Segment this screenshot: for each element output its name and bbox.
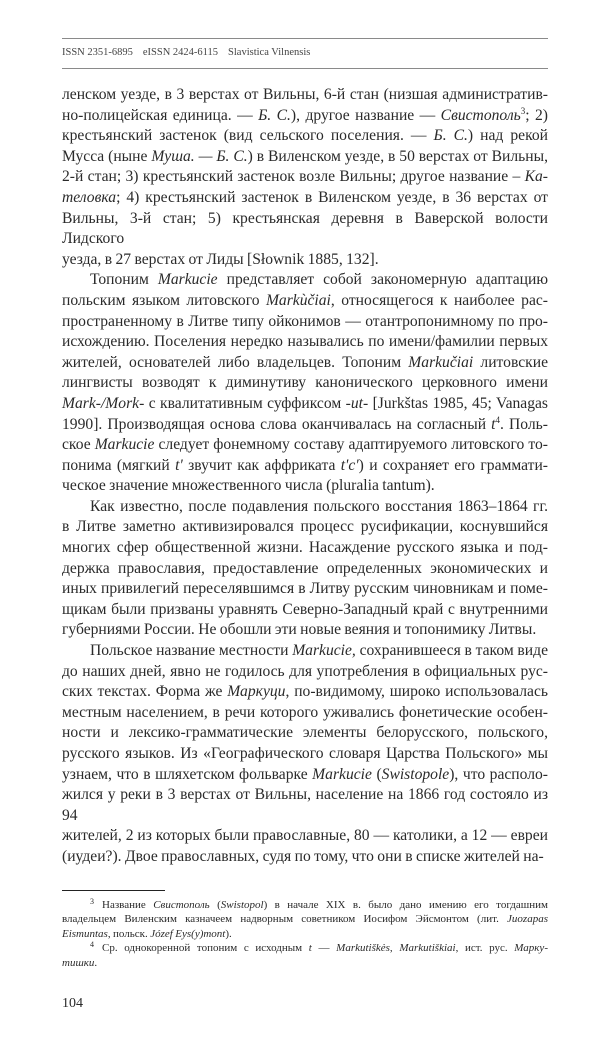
- issn: ISSN 2351-6895: [62, 47, 133, 58]
- italic-term: Juozapas: [507, 913, 548, 926]
- text-line: щикам были призваны уравнять Северно-Западный край с внутренними: [62, 600, 548, 618]
- italic-term: Свистополь: [153, 898, 210, 911]
- italic-term: Б. С.: [433, 127, 468, 145]
- text-line: в Литве заметно активизировался процесс русификации, коснувшийся: [62, 518, 548, 536]
- text-line: ческое значение множественного числа (pluralia tantum).: [62, 477, 435, 495]
- italic-term: Ка-: [524, 168, 548, 186]
- text-line: многих сфер общественной жизни. Насаждение русского языка и под-: [62, 539, 548, 557]
- italic-term: -ut-: [345, 394, 369, 412]
- italic-term: t': [175, 456, 183, 474]
- italic-term: Swistopole: [381, 765, 450, 783]
- italic-term: тишки: [62, 956, 95, 969]
- italic-term: Markucie,: [292, 642, 356, 660]
- text-line: теловка; 4) крестьянский застенок в Виленском уезде, в 36 верстах от: [62, 188, 548, 206]
- italic-term: Markucie: [94, 436, 155, 454]
- body-text: [62, 85, 548, 868]
- text-line: ности и лексико-грамматические элементы белорусского, польского,: [62, 724, 548, 742]
- text-line: местным населением, в речи которого уживались фонетические особен-: [62, 703, 548, 721]
- text-line: но-полицейская единица. — Б. С.), другое название — Свистополь$^3$; 2): [62, 105, 548, 124]
- footnote-separator: [62, 890, 165, 891]
- italic-term: t: [308, 942, 312, 955]
- italic-term: t'c': [340, 456, 359, 474]
- text-line: ских текстах. Форма же Маркуци, по-видимому, широко использовалась: [62, 683, 548, 701]
- text-line: губерниями России. Не обошли эти новые веяния и топонимику Литвы.: [62, 621, 537, 639]
- footnote-number: 4: [90, 940, 94, 950]
- italic-term: Марку-: [514, 942, 548, 955]
- footnote-ref[interactable]: 4: [495, 414, 501, 425]
- italic-term: Муша. — Б. С.: [151, 147, 248, 165]
- text-line: иных привилегий переселявшимся в Литву русским чиновникам и поме-: [62, 580, 548, 598]
- text-line: жителей, 2 из которых были православные, 80 — католики, а 12 — евреи: [62, 827, 548, 845]
- italic-term: Swistopol: [220, 898, 264, 911]
- text-line: Вильны, 3-й стан; 5) крестьянская деревня в Ваверской волости Лидского: [62, 209, 548, 248]
- italic-term: Markučiai: [408, 353, 474, 371]
- text-line: пространенному в Литве типу ойконимов — отантропонимному по про-: [62, 312, 548, 330]
- footnote-line: владельцем Виленским казначеем надворным советником Иосифом Эйсмонтом (лит. Juozapas: [62, 913, 548, 926]
- text-line: исхождению. Поселения нередко назывались по имени/фамилии первых: [62, 333, 548, 351]
- italic-term: теловка: [62, 188, 117, 206]
- text-line: ленском уезде, в 3 верстах от Вильны, 6-й стан (низшая административ-: [62, 86, 548, 103]
- text-line: Как известно, после подавления польского восстания 1863–1864 гг.: [90, 497, 548, 515]
- italic-term: Markucie: [312, 765, 372, 783]
- text-line: (иудеи?). Двое православных, судя по тому, что они в списке жителей на-: [62, 847, 544, 865]
- text-line: Польское название местности Markucie, сохранившееся в таком виде: [90, 642, 548, 660]
- text-line: ское Markucie следует фонемному составу адаптируемого литовского то-: [62, 436, 548, 454]
- text-line: жился у реки в 3 верстах от Вильны, население на 1866 год состояло из 94: [62, 786, 548, 824]
- footnotes: [62, 898, 548, 971]
- footnote-line: $^4$ Ср. однокоренной топоним с исходным t — Markutiškės, Markutiškiai, ист. рус. Марку-: [90, 940, 548, 955]
- text-line: польским языком литовского Markùčiai, относящегося к наиболее рас-: [62, 291, 548, 309]
- footnote-number: 3: [90, 896, 94, 906]
- header-rule-bottom: [62, 68, 548, 69]
- italic-term: Свистополь: [440, 106, 521, 124]
- text-line: Мусса (ныне Муша. — Б. С.) в Виленском уезде, в 50 верстах от Вильны,: [62, 147, 548, 165]
- italic-term: Markùčiai: [265, 291, 331, 309]
- footnote-line: тишки.: [62, 956, 98, 969]
- italic-term: Eismuntas: [62, 927, 108, 940]
- italic-term: Markucie: [157, 271, 218, 289]
- italic-term: Mark-/Mork-: [62, 394, 145, 412]
- eissn: eISSN 2424-6115: [142, 47, 219, 58]
- text-line: уезда, в 27 верстах от Лиды [Słownik 1885, 132].: [62, 250, 379, 268]
- text-line: жителей, основателей либо владельцев. Топоним Markučiai литовские: [62, 353, 549, 371]
- footnote-ref[interactable]: 3: [520, 105, 526, 116]
- journal-title: Slavistica Vilnensis: [228, 47, 311, 58]
- italic-term: Б. С.: [258, 106, 291, 124]
- text-line: русского языков. Из «Географического словаря Царства Польского» мы: [62, 745, 548, 762]
- italic-term: Markutiškės, Markutiškiai: [336, 942, 456, 955]
- italic-term: t: [491, 415, 496, 433]
- footnote-line: Eismuntas, польск. Józef Eys(y)mont).: [62, 927, 232, 940]
- text-line: 2-й стан; 3) крестьянский застенок возле Вильны; другое название – Ка-: [62, 168, 548, 186]
- italic-term: Маркуци: [227, 683, 286, 701]
- text-line: Mark-/Mork- с квалитативным суффиксом -ut- [Jurkštas 1985, 45; Vanagas: [62, 394, 548, 412]
- text-line: Топоним Markucie представляет собой закономерную адаптацию: [90, 271, 548, 289]
- text-line: лингвисты возводят к диминутиву канонического церковного имени: [62, 374, 548, 392]
- text-line: 1990]. Производящая основа слова оканчивалась на согласный $t^4$. Поль-: [62, 414, 548, 433]
- text-line: до наших дней, явно не годилось для употребления в официальных рус-: [62, 662, 548, 680]
- page-number: 104: [62, 995, 83, 1011]
- text-line: узнаем, что в шляхетском фольварке Markucie (Swistopole), что располо-: [62, 765, 548, 783]
- footnote-line: $^3$ Название Свистополь (Swistopol) в начале XIX в. было дано имению его тогдашним: [90, 896, 548, 911]
- text-line: крестьянский застенок (вид сельского поселения. — Б. С.) над рекой: [62, 127, 548, 145]
- text-line: понима (мягкий t' звучит как аффриката t'c') и сохраняет его граммати-: [62, 456, 548, 474]
- italic-term: Józef Eys(y)mont: [150, 927, 226, 940]
- running-header: [62, 39, 548, 68]
- text-line: держка православия, предоставление определенных экономических и: [62, 559, 548, 577]
